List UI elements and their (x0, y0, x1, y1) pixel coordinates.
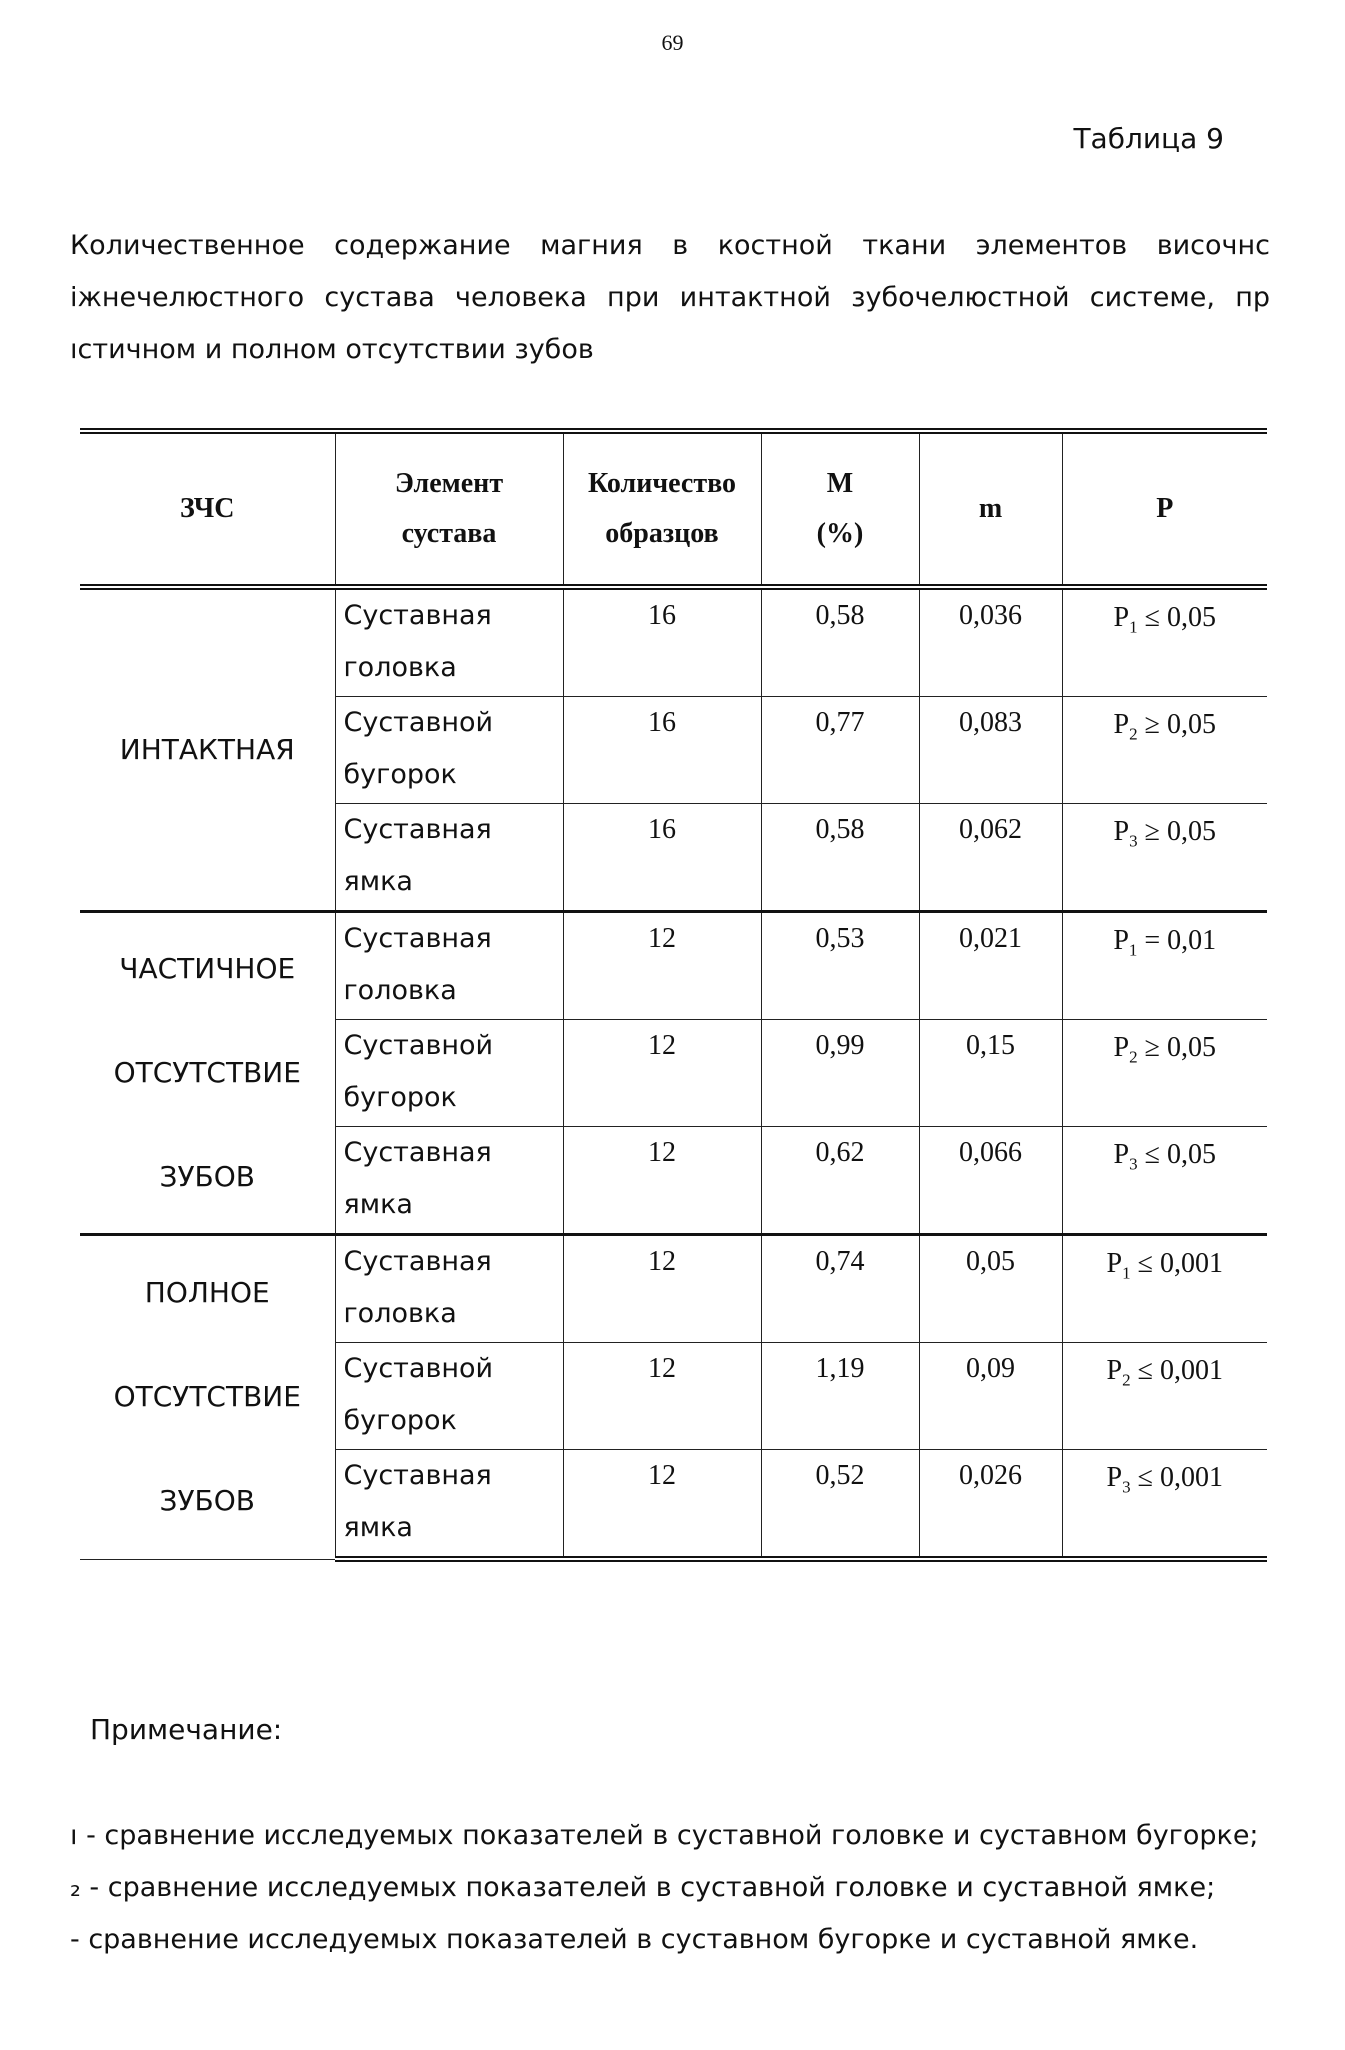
p-letter: P (1106, 1462, 1123, 1493)
header-p: Р (1062, 431, 1267, 587)
p-cell (1062, 804, 1267, 912)
p-value: = 0,01 (1137, 925, 1217, 956)
error-cell: 0,066 (919, 1127, 1062, 1235)
group-label-line: ПОЛНОЕ (144, 1276, 270, 1310)
p-subscript: 3 (1129, 831, 1138, 851)
count-cell: 12 (563, 1127, 761, 1235)
p-value: ≤ 0,001 (1130, 1248, 1223, 1279)
group-label-line: ИНТАКТНАЯ (119, 733, 295, 766)
p-letter: P (1106, 1355, 1123, 1386)
p-letter: P (1113, 925, 1129, 956)
p-subscript: 1 (1122, 1263, 1131, 1283)
table-caption (70, 220, 1270, 376)
note-item: ı - сравнение исследуемых показателей в суставной головке и суставном бугорке; (70, 1820, 1259, 1851)
element-cell: Суставная ямка (335, 1127, 563, 1235)
error-cell: 0,05 (919, 1235, 1062, 1343)
p-cell (1062, 697, 1267, 804)
caption-line: іжнечелюстного сустава человека при интактной зубочелюстной системе, пр (70, 282, 1270, 313)
p-subscript: 3 (1129, 1154, 1138, 1174)
header-m-percent: М (%) (761, 431, 919, 587)
p-cell (1062, 1127, 1267, 1235)
count-cell: 16 (563, 697, 761, 804)
group-label (80, 587, 335, 912)
p-letter: P (1113, 816, 1130, 847)
p-subscript: 1 (1128, 940, 1138, 960)
p-cell (1062, 1450, 1267, 1560)
header-count: Количество образцов (563, 431, 761, 587)
p-cell (1062, 1343, 1267, 1450)
mean-cell: 0,53 (761, 912, 919, 1020)
group-label (80, 1235, 335, 1560)
p-subscript: 1 (1129, 617, 1138, 637)
group-label-line: ЗУБОВ (159, 1484, 255, 1518)
p-value: ≥ 0,05 (1137, 1032, 1216, 1063)
p-cell (1062, 912, 1267, 1020)
error-cell: 0,15 (919, 1020, 1062, 1127)
table-label: Таблица 9 (1073, 122, 1224, 155)
caption-line: ıстичном и полном отсутствии зубов (70, 334, 594, 365)
mean-cell: 1,19 (761, 1343, 919, 1450)
count-cell: 12 (563, 1343, 761, 1450)
error-cell: 0,026 (919, 1450, 1062, 1560)
element-cell: Суставная ямка (335, 1450, 563, 1560)
notes-list (70, 1810, 1259, 1966)
p-subscript: 2 (1129, 724, 1138, 744)
error-cell: 0,09 (919, 1343, 1062, 1450)
element-cell: Суставной бугорок (335, 697, 563, 804)
p-cell (1062, 1235, 1267, 1343)
mean-cell: 0,74 (761, 1235, 919, 1343)
caption-line: Количественное содержание магния в костной ткани элементов височнс (70, 230, 1270, 261)
element-cell: Суставная ямка (335, 804, 563, 912)
note-item: - сравнение исследуемых показателей в суставном бугорке и суставной ямке. (70, 1924, 1199, 1955)
group-label-line: ОТСУТСТВИЕ (113, 1380, 301, 1414)
table-header-row (80, 431, 1267, 587)
mean-cell: 0,52 (761, 1450, 919, 1560)
count-cell: 16 (563, 804, 761, 912)
header-zchs: ЗЧС (80, 431, 335, 587)
p-letter: P (1113, 1139, 1130, 1170)
table-row (80, 1235, 1267, 1343)
note-title: Примечание: (90, 1713, 283, 1746)
p-value: ≤ 0,05 (1137, 1139, 1216, 1170)
p-value: ≤ 0,001 (1130, 1462, 1223, 1493)
p-value: ≥ 0,05 (1137, 709, 1216, 740)
element-cell: Суставная головка (335, 912, 563, 1020)
p-letter: P (1113, 1032, 1130, 1063)
mean-cell: 0,58 (761, 804, 919, 912)
magnesium-table (80, 428, 1267, 1562)
count-cell: 12 (563, 912, 761, 1020)
element-cell: Суставной бугорок (335, 1020, 563, 1127)
p-letter: P (1113, 709, 1130, 740)
p-value: ≤ 0,05 (1137, 602, 1216, 633)
p-subscript: 2 (1129, 1047, 1138, 1067)
table-row (80, 587, 1267, 697)
table-row (80, 912, 1267, 1020)
p-value: ≤ 0,001 (1130, 1355, 1223, 1386)
p-subscript: 3 (1122, 1477, 1131, 1497)
element-cell: Суставная головка (335, 587, 563, 697)
error-cell: 0,062 (919, 804, 1062, 912)
group-label-line: ОТСУТСТВИЕ (113, 1056, 301, 1089)
element-cell: Суставной бугорок (335, 1343, 563, 1450)
p-subscript: 2 (1122, 1370, 1131, 1390)
count-cell: 16 (563, 587, 761, 697)
mean-cell: 0,58 (761, 587, 919, 697)
p-letter: P (1106, 1248, 1123, 1279)
error-cell: 0,021 (919, 912, 1062, 1020)
page-number: 69 (661, 30, 684, 55)
mean-cell: 0,99 (761, 1020, 919, 1127)
p-cell (1062, 1020, 1267, 1127)
group-label-line: ЧАСТИЧНОЕ (119, 952, 296, 985)
note-item: ₂ - сравнение исследуемых показателей в суставной головке и суставной ямке; (70, 1872, 1216, 1903)
mean-cell: 0,62 (761, 1127, 919, 1235)
element-cell: Суставная головка (335, 1235, 563, 1343)
count-cell: 12 (563, 1020, 761, 1127)
count-cell: 12 (563, 1450, 761, 1560)
header-m: m (919, 431, 1062, 587)
p-cell (1062, 587, 1267, 697)
count-cell: 12 (563, 1235, 761, 1343)
error-cell: 0,083 (919, 697, 1062, 804)
p-value: ≥ 0,05 (1137, 816, 1216, 847)
group-label-line: ЗУБОВ (159, 1160, 255, 1193)
table-body (80, 587, 1267, 1559)
group-label (80, 912, 335, 1235)
mean-cell: 0,77 (761, 697, 919, 804)
p-letter: P (1113, 602, 1130, 633)
error-cell: 0,036 (919, 587, 1062, 697)
header-element: Элемент сустава (335, 431, 563, 587)
